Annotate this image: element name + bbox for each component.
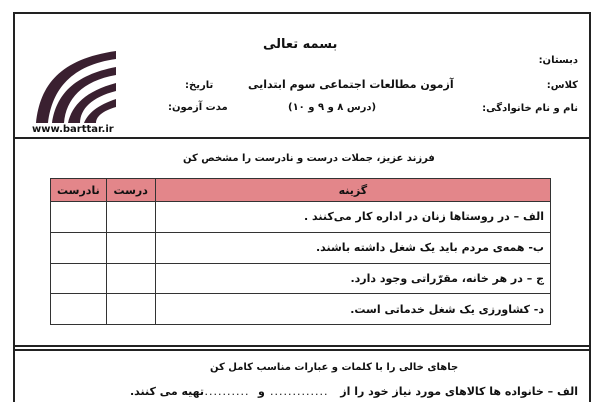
true-false-table bbox=[50, 178, 551, 325]
table-header-row bbox=[51, 179, 551, 202]
false-answer-cell[interactable] bbox=[51, 294, 107, 325]
table-row bbox=[51, 202, 551, 233]
true-answer-cell[interactable] bbox=[106, 202, 155, 233]
exam-title: آزمون مطالعات اجتماعی سوم ابتدایی bbox=[248, 78, 454, 91]
class-label: کلاس: bbox=[546, 80, 578, 91]
fill-blank-conjunction: و bbox=[258, 385, 265, 398]
fill-blank-ending: تهیه می کنند. bbox=[130, 385, 205, 398]
section-divider-2 bbox=[13, 349, 591, 351]
section1-instruction: فرزند عزیز، جملات درست و نادرست را مشخص کن bbox=[183, 153, 435, 164]
barttar-logo-icon bbox=[30, 45, 120, 125]
column-false: نادرست bbox=[51, 179, 107, 202]
false-answer-cell[interactable] bbox=[51, 202, 107, 233]
column-true: درست bbox=[106, 179, 155, 202]
statement-cell: د- کشاورزی یک شغل خدماتی است. bbox=[155, 294, 550, 325]
true-answer-cell[interactable] bbox=[106, 232, 155, 263]
true-answer-cell[interactable] bbox=[106, 294, 155, 325]
header-divider bbox=[13, 137, 591, 139]
blank-line[interactable]: ........... bbox=[200, 385, 250, 398]
false-answer-cell[interactable] bbox=[51, 263, 107, 294]
duration-label: مدت آزمون: bbox=[168, 102, 228, 113]
table-row bbox=[51, 232, 551, 263]
bismillah: بسمه تعالی bbox=[263, 37, 338, 52]
website-link[interactable]: www.barttar.ir bbox=[32, 124, 114, 135]
exam-lessons: (درس ۸ و ۹ و ۱۰) bbox=[288, 102, 377, 113]
column-option: گزینه bbox=[155, 179, 550, 202]
section2-instruction: جاهای خالی را با کلمات و عبارات مناسب کامل کن bbox=[210, 362, 459, 373]
date-label: تاریخ: bbox=[185, 80, 214, 91]
fill-blank-item-1: الف – خانواده ها کالاهای مورد نیاز خود را از bbox=[340, 385, 578, 398]
table-row bbox=[51, 263, 551, 294]
true-answer-cell[interactable] bbox=[106, 263, 155, 294]
school-label: دبستان: bbox=[538, 55, 578, 66]
statement-cell: ج – در هر خانه، مقرّراتی وجود دارد. bbox=[155, 263, 550, 294]
blank-line[interactable]: ............. bbox=[270, 385, 329, 398]
table-row bbox=[51, 294, 551, 325]
statement-cell: ب- همه‌ی مردم باید یک شغل داشته باشند. bbox=[155, 232, 550, 263]
false-answer-cell[interactable] bbox=[51, 232, 107, 263]
section-divider-1 bbox=[13, 345, 591, 347]
statement-cell: الف – در روستاها زنان در اداره کار می‌کنند . bbox=[155, 202, 550, 233]
name-label: نام و نام خانوادگی: bbox=[482, 103, 578, 114]
